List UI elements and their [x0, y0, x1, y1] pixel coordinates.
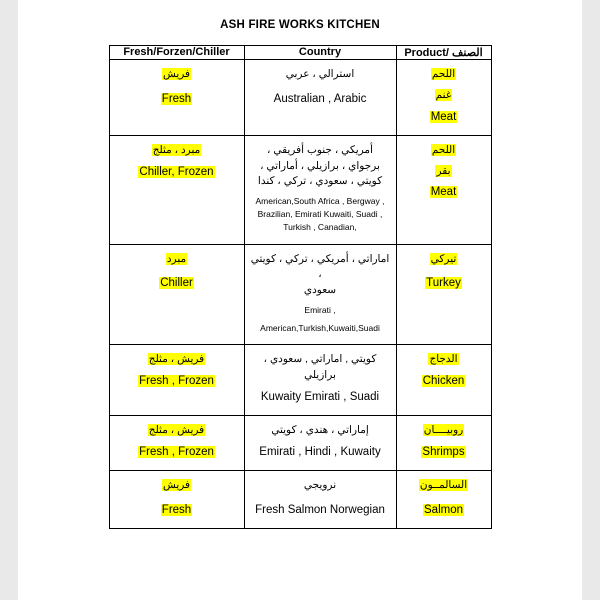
document-title: ASH FIRE WORKS KITCHEN: [220, 19, 380, 31]
cell-country: [244, 345, 396, 416]
product-arabic-sub: بقر: [436, 164, 451, 177]
products-table: [109, 45, 492, 529]
column-header-product: Product/ الصنف: [396, 46, 491, 60]
state-english: Chiller: [160, 277, 193, 290]
country-english-line: Emirati ,: [304, 304, 336, 315]
state-arabic: مبرد: [166, 252, 187, 265]
column-header-country: Country: [244, 46, 396, 60]
country-arabic-line: استرالي ، عربي: [285, 68, 355, 80]
state-english: Fresh , Frozen: [139, 374, 214, 387]
country-arabic-line: اماراتي ، أمريكي ، تركي ، كويتي ،: [250, 252, 390, 281]
cell-product: [396, 135, 491, 244]
product-arabic: السالمــون: [419, 478, 468, 491]
cell-country: [244, 470, 396, 528]
cell-product: [396, 60, 491, 136]
product-english: Shrimps: [422, 445, 465, 458]
cell-country: [244, 60, 396, 136]
product-english: Turkey: [426, 277, 461, 290]
country-arabic-line: نرويجي: [303, 478, 337, 491]
product-english: Meat: [430, 110, 457, 123]
country-english-line: American,South Africa , Bergway ,: [255, 196, 385, 206]
state-arabic: فريش: [162, 68, 191, 80]
cell-state: [109, 345, 244, 416]
cell-state: [109, 135, 244, 244]
product-arabic: تيركي: [430, 252, 457, 265]
cell-country: [244, 244, 396, 345]
country-arabic-line: برجواي ، برازيلي ، أماراتي ،: [260, 159, 380, 172]
product-arabic: اللحم: [431, 68, 456, 80]
country-english-line: Kuwaity Emirati , Suadi: [260, 390, 380, 403]
product-english: Meat: [430, 186, 457, 199]
country-english-line: Brazilian, Emirati Kuwaiti, Suadi ,: [257, 209, 383, 220]
table-row: [109, 135, 491, 244]
state-arabic: مبرد ، مثلج: [152, 143, 201, 156]
cell-product: [396, 415, 491, 470]
country-english-line: Fresh Salmon Norwegian: [255, 503, 385, 516]
state-arabic: فريش ، مثلج: [148, 423, 205, 436]
cell-country: [244, 415, 396, 470]
country-arabic-line: كويتي , اماراتي , سعودي ،: [263, 353, 377, 366]
column-header-state: Fresh/Forzen/Chiller: [109, 46, 244, 60]
state-arabic: فريش: [162, 478, 191, 491]
state-english: Chiller, Frozen: [139, 165, 214, 178]
cell-state: [109, 415, 244, 470]
product-arabic: روبيــــان: [423, 423, 464, 436]
table-row: [109, 415, 491, 470]
cell-state: [109, 470, 244, 528]
table-row: [109, 60, 491, 136]
state-english: Fresh: [161, 503, 192, 516]
product-english: Chicken: [422, 374, 465, 387]
state-english: Fresh: [161, 92, 192, 105]
cell-state: [109, 244, 244, 345]
country-arabic-line: إماراتي ، هندي ، كويتي: [271, 423, 369, 436]
product-arabic-sub: غنم: [435, 88, 452, 101]
state-english: Fresh , Frozen: [139, 445, 214, 458]
country-english-line: Turkish , Canadian,: [283, 222, 357, 233]
table-row: [109, 470, 491, 528]
product-english: Salmon: [424, 503, 463, 516]
table-header-row: [109, 46, 491, 60]
state-arabic: فريش ، مثلج: [148, 353, 205, 366]
country-arabic-line: كويتي ، سعودي ، تركي ، كندا: [257, 175, 383, 188]
country-english-line: American,Turkish,Kuwaiti,Suadi: [260, 322, 380, 333]
product-arabic: الدجاج: [429, 353, 458, 366]
country-arabic-line: أمريكي ، جنوب أفريقي ،: [267, 143, 373, 156]
cell-product: [396, 345, 491, 416]
country-arabic-line: برازيلي: [304, 368, 336, 381]
cell-state: [109, 60, 244, 136]
table-row: [109, 345, 491, 416]
country-english-line: Australian , Arabic: [273, 92, 367, 105]
country-english-line: Emirati , Hindi , Kuwaity: [259, 445, 381, 458]
document-page: [18, 0, 582, 600]
cell-product: [396, 470, 491, 528]
cell-product: [396, 244, 491, 345]
country-arabic-line: سعودي: [303, 284, 337, 297]
product-arabic: اللحم: [431, 143, 456, 156]
cell-country: [244, 135, 396, 244]
table-row: [109, 244, 491, 345]
